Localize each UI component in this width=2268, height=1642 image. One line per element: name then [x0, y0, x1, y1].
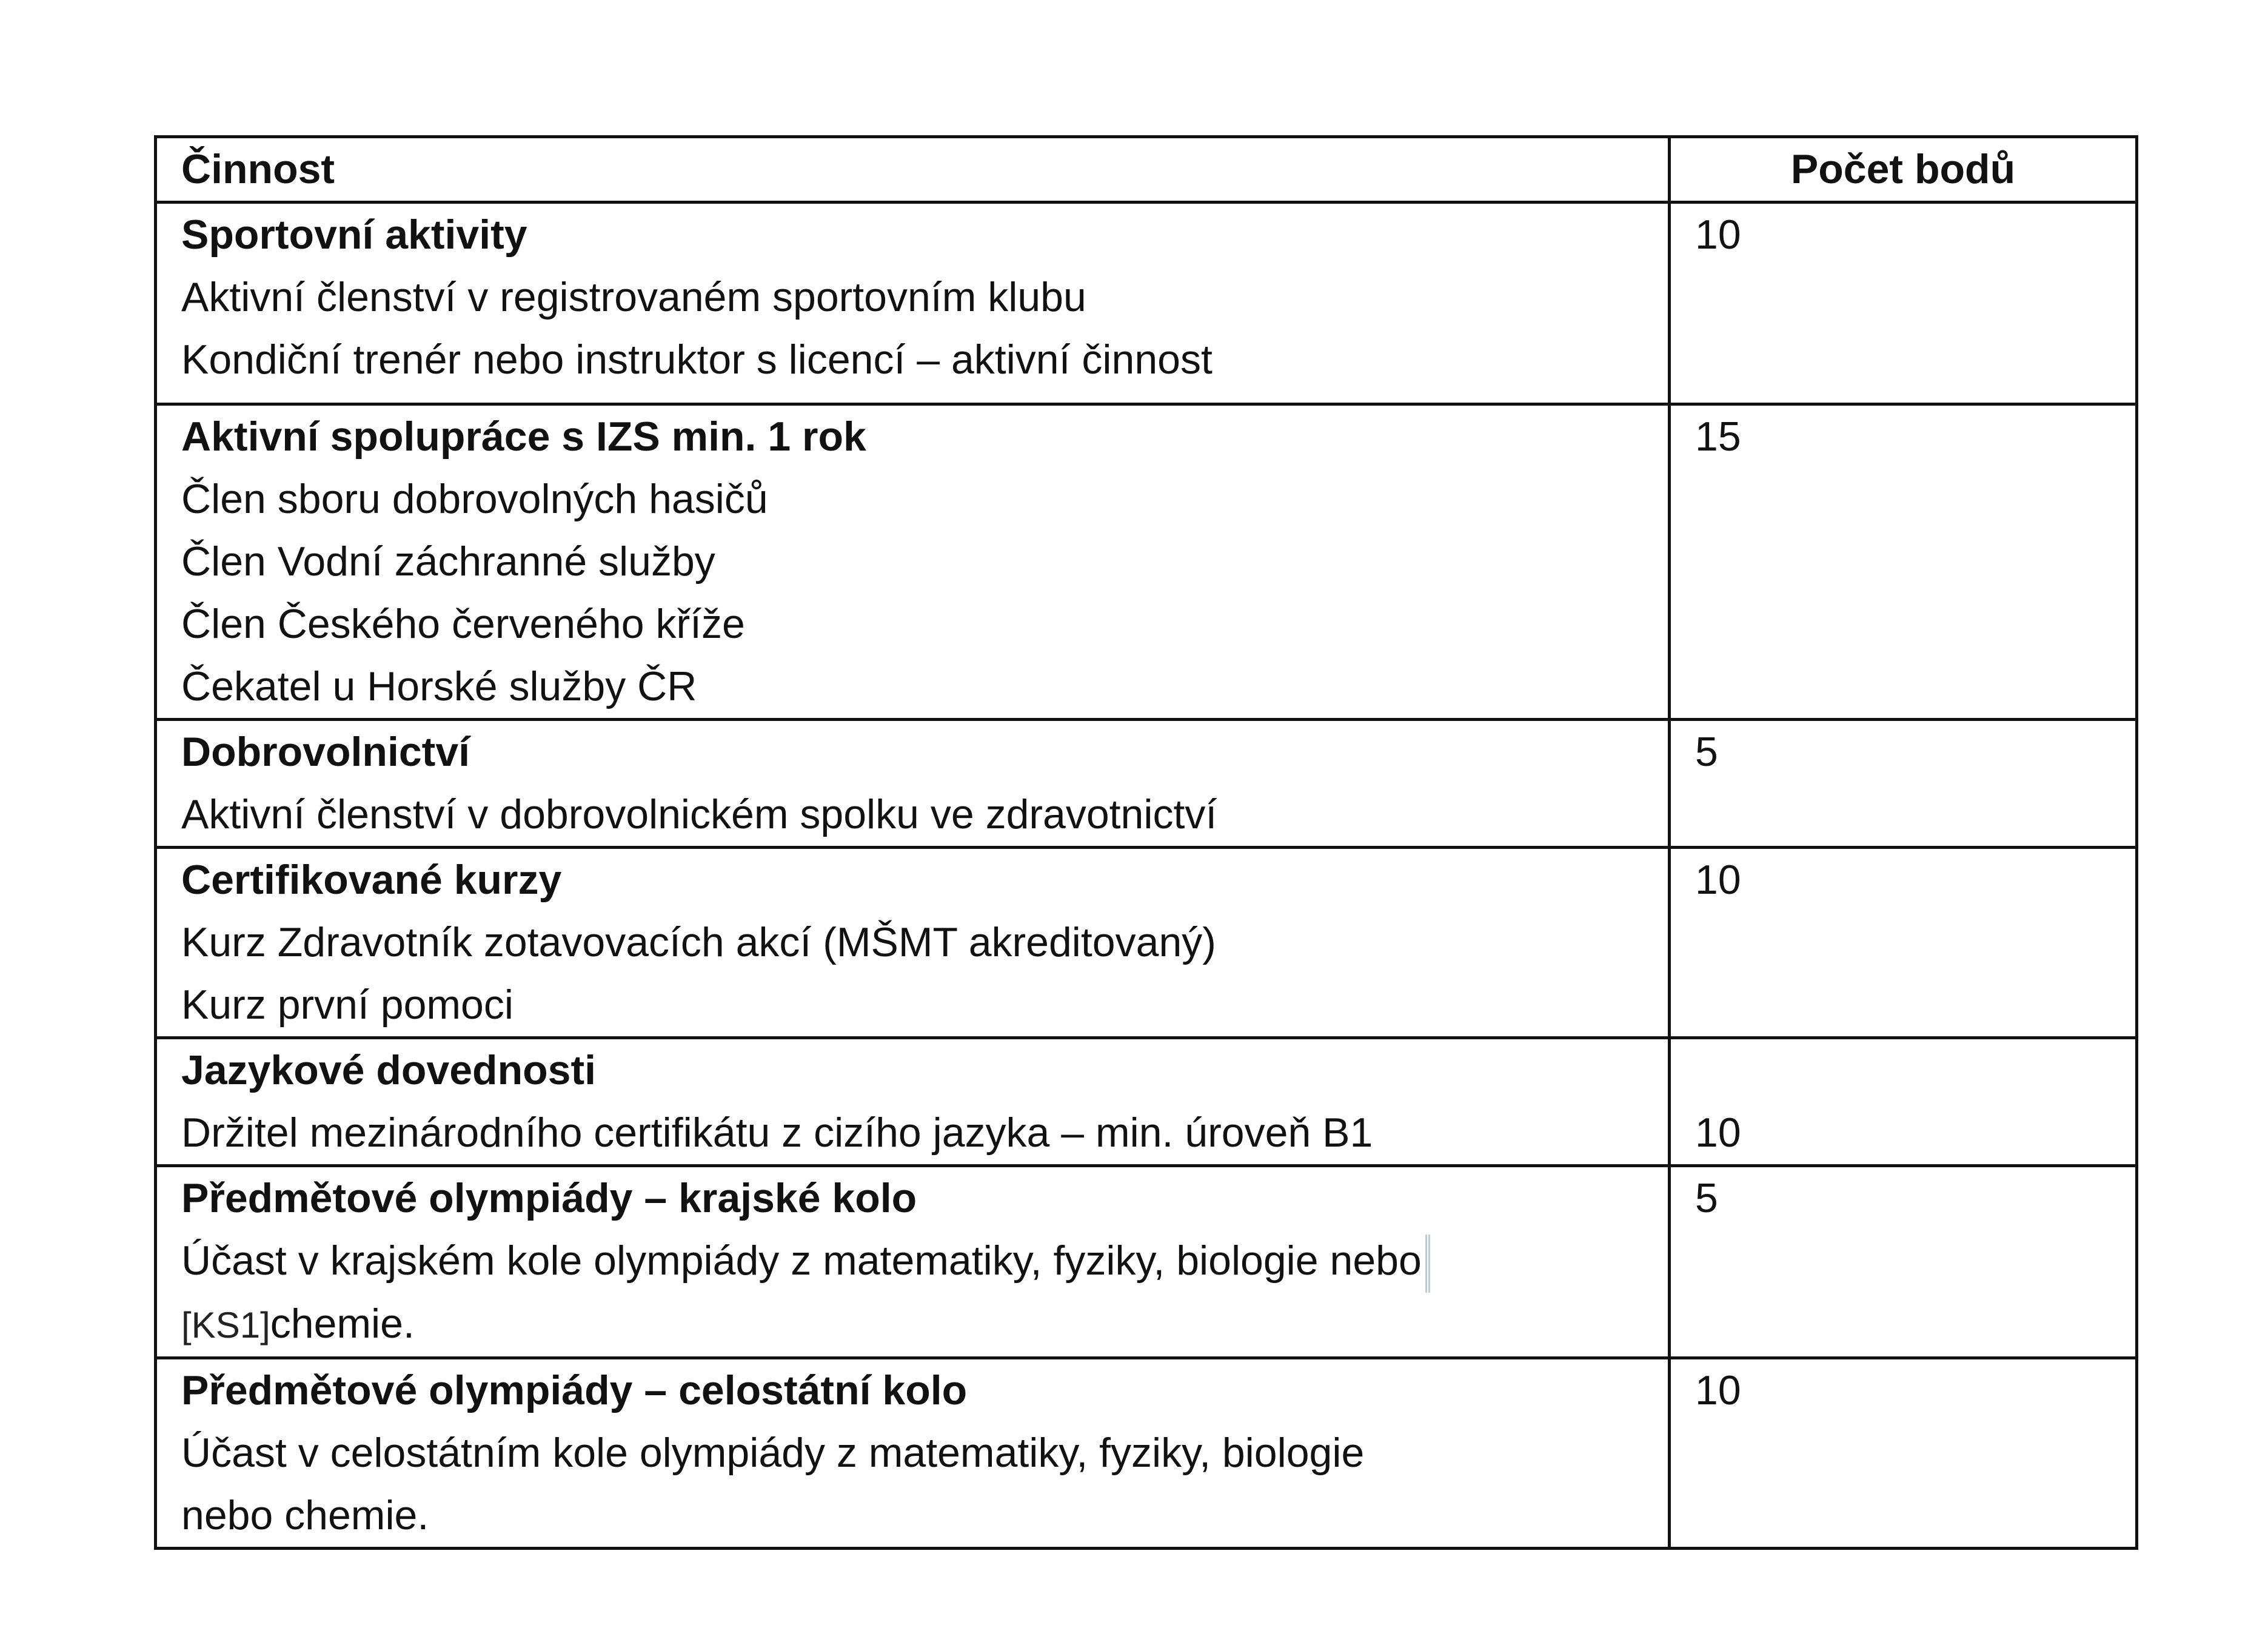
activity-cell — [156, 1358, 1670, 1549]
activity-line: Kondiční trenér nebo instruktor s licencí – aktivní činnost — [181, 337, 1213, 383]
category-title: Předmětové olympiády – celostátní kolo — [181, 1367, 968, 1414]
activity-line — [181, 1293, 1644, 1356]
activity-line-text: Účast v krajském kole olympiády z matematiky, fyziky, biologie nebo — [181, 1238, 1422, 1284]
table-row — [156, 1166, 2137, 1358]
activity-line — [181, 1230, 1644, 1293]
table-row — [156, 404, 2137, 720]
table-row — [156, 720, 2137, 848]
activity-line: Člen sboru dobrovolných hasičů — [181, 476, 768, 522]
points-cell: 5 — [1670, 720, 2137, 848]
activity-line: Aktivní členství v dobrovolnickém spolku ve zdravotnictví — [181, 791, 1217, 837]
category-title: Aktivní spolupráce s IZS min. 1 rok — [181, 414, 866, 460]
category-title: Certifikované kurzy — [181, 857, 562, 903]
activity-cell — [156, 1038, 1670, 1166]
comment-anchor-icon[interactable] — [1425, 1235, 1430, 1293]
table-row — [156, 1038, 2137, 1166]
activity-cell — [156, 720, 1670, 848]
category-title: Sportovní aktivity — [181, 212, 527, 258]
activity-cell — [156, 848, 1670, 1038]
activity-cell — [156, 203, 1670, 404]
activity-line: Aktivní členství v registrovaném sportovním klubu — [181, 274, 1086, 320]
activity-line: nebo chemie. — [181, 1492, 429, 1539]
header-activity: Činnost — [156, 137, 1670, 203]
header-points: Počet bodů — [1670, 137, 2137, 203]
points-cell: 15 — [1670, 404, 2137, 720]
activity-line: Člen Vodní záchranné služby — [181, 538, 715, 585]
header-row — [156, 137, 2137, 203]
points-table — [154, 135, 2138, 1550]
table-row — [156, 203, 2137, 404]
activity-cell — [156, 1166, 1670, 1358]
points-cell: 10 — [1670, 848, 2137, 1038]
points-cell: 5 — [1670, 1166, 2137, 1358]
activity-line: Kurz Zdravotník zotavovacích akcí (MŠMT akreditovaný) — [181, 919, 1216, 965]
activity-cell — [156, 404, 1670, 720]
points-cell: 10 — [1670, 203, 2137, 404]
points-cell: 10 — [1670, 1038, 2137, 1166]
table-row — [156, 848, 2137, 1038]
table-row — [156, 1358, 2137, 1549]
comment-marker[interactable]: [KS1] — [181, 1305, 270, 1346]
category-title: Jazykové dovednosti — [181, 1047, 597, 1093]
activity-line: Kurz první pomoci — [181, 982, 513, 1028]
activity-line: Člen Českého červeného kříže — [181, 601, 745, 647]
activity-line: Držitel mezinárodního certifikátu z cizího jazyka – min. úroveň B1 — [181, 1110, 1373, 1156]
category-title: Předmětové olympiády – krajské kolo — [181, 1175, 917, 1221]
activity-line: Účast v celostátním kole olympiády z matematiky, fyziky, biologie — [181, 1430, 1365, 1476]
points-cell: 10 — [1670, 1358, 2137, 1549]
activity-line-text: chemie. — [270, 1301, 415, 1347]
activity-line: Čekatel u Horské služby ČR — [181, 663, 697, 709]
category-title: Dobrovolnictví — [181, 729, 470, 775]
